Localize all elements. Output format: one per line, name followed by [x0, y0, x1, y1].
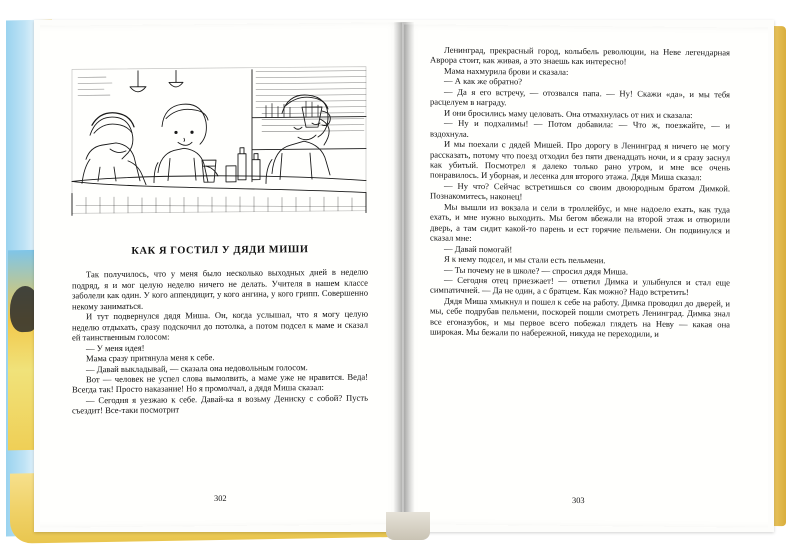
paragraph: — Давай выкладывай, — сказала она недовольным голосом.: [86, 361, 308, 374]
paragraph: — Давай помогай!: [444, 243, 513, 254]
left-page-text-column: [72, 245, 368, 417]
chapter-title: КАК Я ГОСТИЛ У ДЯДИ МИШИ: [131, 244, 309, 257]
paragraph: Я к нему подсел, и мы стали есть пельмени.: [444, 253, 606, 266]
paragraph: — А как же обратно?: [444, 76, 523, 87]
page-number-right: 303: [572, 495, 585, 506]
paragraph: Дядя Миша хмыкнул и пошел к себе на работу. Димка проводил до дверей, и мы, себе подрубав пельмени, поскорей пошли смотреть Ленинград. Димка знал все егоназубок, и мы первое всего побежал глядеть на Неву — какая она широкая. Мы бежали по набережной, никуда не переходили, и: [430, 295, 730, 339]
paragraph: И они бросились маму целовать. Она отмахнулась от них и сказала:: [444, 107, 693, 120]
paragraph: Вот — человек не успел слова вымолвить, а маме уже не нравится. Beда! Всегда так! Просто наказание! Но я промолчал, а дядя Миша сказал:: [72, 371, 368, 395]
paragraph: Ленинград, прекрасный город, колыбель революции, на Неве легендарная Аврора стоит, как живая, а это знаешь как интересно!: [430, 44, 730, 67]
paragraph: И мы поехали с дядей Мишей. Про дорогу в Ленинград я ничего не могу рассказать, потому что поезд отходил без пяти двенадцать ночи, и я сразу заснул как убитый. Посмотрел я далеко только рано утром, и мне все очень понравилось. И уборная, и лесенка для второго этажа. Дядя Миша сказал:: [430, 138, 730, 183]
right-page-text-column: [430, 45, 730, 341]
paragraph: И тут подвернулся дядя Миша. Он, когда услышал, что я могу целую неделю отдыхать, сразу подскочил до потолка, а потом подсел к маме и сказал ей таинственным голосом:: [72, 308, 368, 343]
paragraph: — Ты почему не в школе? — спросил дядя Миша.: [444, 264, 628, 276]
paragraph: — Ну что? Сейчас встретишься со своим двоюродным братом Димкой. Познакомитесь, наконец!: [430, 180, 730, 202]
line-drawing-boys-at-table: [66, 61, 372, 230]
paragraph: Мама нахмурила брови и сказала:: [444, 65, 569, 77]
book-gutter-shadow: [394, 22, 414, 530]
paragraph: — Сегодня отец приезжает! — ответил Димка и улыбнулся и стал еще симпатичней. — Да не один, а с братцем. Как можно? Надо встретить!: [430, 274, 730, 298]
paragraph: — Сегодня я уезжаю к себе. Давай-ка я возьму Дениску с собой? Пусть съездит! Все-таки посмотрит: [72, 392, 368, 416]
book-spine-bottom: [386, 512, 430, 540]
paragraph: — Ну и подхалимы! — Потом добавила: — Что ж, поезжайте, — и вздохнула.: [430, 117, 730, 139]
paragraph: Мы вышли из вокзала и сели в троллейбус, и мне надоело ехать, как туда ехать, и мне нужно выходить. Мы бегом вбежали на второй этаж и отворили дверь, а там сидит какой-то парень и ест горячие пельмени. Он подвинулся и сказал мне:: [430, 201, 730, 244]
paragraph: — У меня идея!: [86, 342, 145, 353]
paragraph: Мама сразу притянула меня к себе.: [86, 352, 215, 364]
paragraph: Так получилось, что у меня было несколько выходных дней в неделю подряд, я и мог целую неделю ничего не делать. Учителя в нашем классе заболели как один. У кого аппендицит, у кого ангина, у кого грипп. Совершенно некому заниматься.: [72, 267, 368, 312]
paragraph: — Да я его встречу, — отозвался папа. — Ну! Скажи «да», и мы тебя расцелуем в награду.: [430, 86, 730, 108]
page-number-left: 302: [214, 493, 227, 504]
